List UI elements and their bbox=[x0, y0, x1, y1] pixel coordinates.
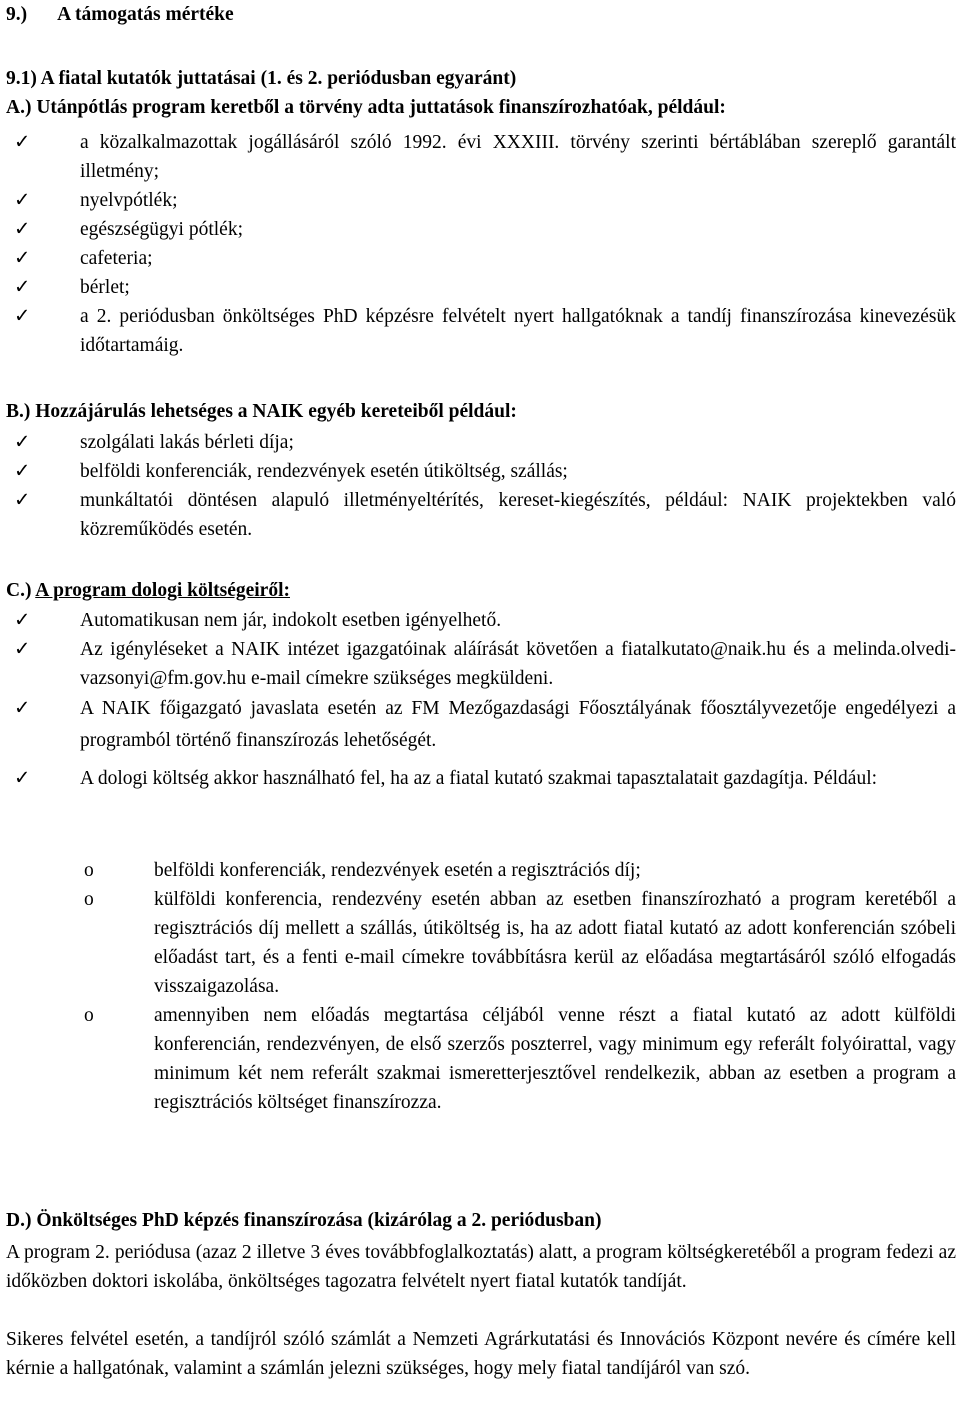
sub-list-item bbox=[6, 885, 956, 1001]
list-item-text: A dologi költség akkor használható fel, ha az a fiatal kutató szakmai tapasztalatait gazdagítja. Például: bbox=[80, 768, 878, 789]
check-icon: ✓ bbox=[14, 698, 31, 719]
list-item bbox=[6, 457, 956, 486]
list-item bbox=[6, 763, 956, 795]
section-title: A támogatás mértéke bbox=[57, 4, 234, 25]
list-item-text: a 2. periódusban önköltséges PhD képzésre felvételt nyert hallgatóknak a tandíj finanszírozása kinevezésük időtartamáig. bbox=[80, 306, 956, 356]
circle-bullet-icon: o bbox=[84, 889, 94, 910]
list-item-text: nyelvpótlék; bbox=[80, 190, 178, 211]
part-b-list bbox=[6, 428, 956, 544]
part-a-list bbox=[6, 128, 956, 360]
list-item-text: Az igényléseket a NAIK intézet igazgatóinak aláírását követően a fiatalkutato@naik.hu és a melinda.olvedi-vazsonyi@fm.gov.hu e-mail címekre szükséges megküldeni. bbox=[80, 639, 956, 689]
section-number: 9.) bbox=[6, 4, 28, 25]
check-icon: ✓ bbox=[14, 277, 31, 298]
part-c-prefix: C.) bbox=[6, 580, 36, 601]
part-c-list bbox=[6, 606, 956, 795]
circle-bullet-icon: o bbox=[84, 1005, 94, 1026]
sub-list-item-text: külföldi konferencia, rendezvény esetén abban az esetben finanszírozható a program keretéből a regisztrációs díj mellett a szállás, útiköltség is, ha az adott fiatal kutató az adott konferencián szóbeli előadást tart, és a fenti e-mail címekre továbbításra kerül az előadása megtartásáról szóló elfogadás visszaigazolása. bbox=[154, 889, 956, 997]
list-item bbox=[6, 428, 956, 457]
list-item-text: szolgálati lakás bérleti díja; bbox=[80, 432, 294, 453]
part-a-heading: A.) Utánpótlás program keretből a törvény adta juttatások finanszírozhatóak, például: bbox=[6, 97, 726, 118]
list-item-text: munkáltatói döntésen alapuló illetményeltérítés, kereset-kiegészítés, például: NAIK projektekben való közreműködés esetén. bbox=[80, 490, 956, 540]
list-item bbox=[6, 302, 956, 360]
part-c-sublist bbox=[6, 856, 956, 1117]
list-item bbox=[6, 273, 956, 302]
check-icon: ✓ bbox=[14, 219, 31, 240]
part-c-heading bbox=[6, 576, 956, 605]
list-item bbox=[6, 693, 956, 757]
circle-bullet-icon: o bbox=[84, 860, 94, 881]
part-c-title: A program dologi költségeiről: bbox=[35, 580, 290, 601]
check-icon: ✓ bbox=[14, 190, 31, 211]
list-item bbox=[6, 215, 956, 244]
list-item-text: egészségügyi pótlék; bbox=[80, 219, 243, 240]
part-d-paragraph: Sikeres felvétel esetén, a tandíjról szóló számlát a Nemzeti Agrárkutatási és Innovációs Központ nevére és címére kell kérnie a hallgatónak, valamint a számlán jelezni szükséges, hogy mely fiatal tandíjáról van szó. bbox=[6, 1329, 956, 1379]
list-item-text: bérlet; bbox=[80, 277, 130, 298]
sub-list-item-text: belföldi konferenciák, rendezvények esetén a regisztrációs díj; bbox=[154, 860, 641, 881]
check-icon: ✓ bbox=[14, 461, 31, 482]
sub-list-item bbox=[6, 856, 956, 885]
sub-heading: 9.1) A fiatal kutatók juttatásai (1. és 2. periódusban egyaránt) bbox=[6, 68, 517, 89]
part-b-heading: B.) Hozzájárulás lehetséges a NAIK egyéb kereteiből például: bbox=[6, 401, 517, 422]
list-item bbox=[6, 244, 956, 273]
list-item-text: cafeteria; bbox=[80, 248, 153, 269]
list-item bbox=[6, 606, 956, 635]
list-item bbox=[6, 635, 956, 693]
sub-list-item bbox=[6, 1001, 956, 1117]
check-icon: ✓ bbox=[14, 132, 31, 153]
check-icon: ✓ bbox=[14, 768, 31, 789]
section-heading bbox=[6, 0, 956, 29]
part-d-heading: D.) Önköltséges PhD képzés finanszírozása (kizárólag a 2. periódusban) bbox=[6, 1210, 602, 1231]
check-icon: ✓ bbox=[14, 639, 31, 660]
part-d-paragraph: A program 2. periódusa (azaz 2 illetve 3 éves továbbfoglalkoztatás) alatt, a program költségkeretéből a program fedezi az időközben doktori iskolába, önköltséges tagozatra felvételt nyert fiatal kutatók tandíját. bbox=[6, 1242, 956, 1292]
check-icon: ✓ bbox=[14, 610, 31, 631]
list-item bbox=[6, 128, 956, 186]
list-item-text: A NAIK főigazgató javaslata esetén az FM Mezőgazdasági Főosztályának főosztályvezetője engedélyezi a programból történő finanszírozás lehetőségét. bbox=[80, 698, 956, 751]
list-item-text: Automatikusan nem jár, indokolt esetben igényelhető. bbox=[80, 610, 502, 631]
list-item bbox=[6, 486, 956, 544]
check-icon: ✓ bbox=[14, 432, 31, 453]
check-icon: ✓ bbox=[14, 306, 31, 327]
list-item-text: belföldi konferenciák, rendezvények esetén útiköltség, szállás; bbox=[80, 461, 568, 482]
check-icon: ✓ bbox=[14, 248, 31, 269]
list-item-text: a közalkalmazottak jogállásáról szóló 1992. évi XXXIII. törvény szerinti bértáblában szereplő garantált illetmény; bbox=[80, 132, 956, 182]
sub-list-item-text: amennyiben nem előadás megtartása céljából venne részt a fiatal kutató az adott külföldi konferencián, rendezvényen, de első szerzős poszterrel, vagy minimum egy referált folyóirattal, vagy minimum két nem referált szakmai ismeretterjesztővel rendelkezik, abban az esetben a program a regisztrációs költséget finanszírozza. bbox=[154, 1005, 956, 1113]
list-item bbox=[6, 186, 956, 215]
check-icon: ✓ bbox=[14, 490, 31, 511]
